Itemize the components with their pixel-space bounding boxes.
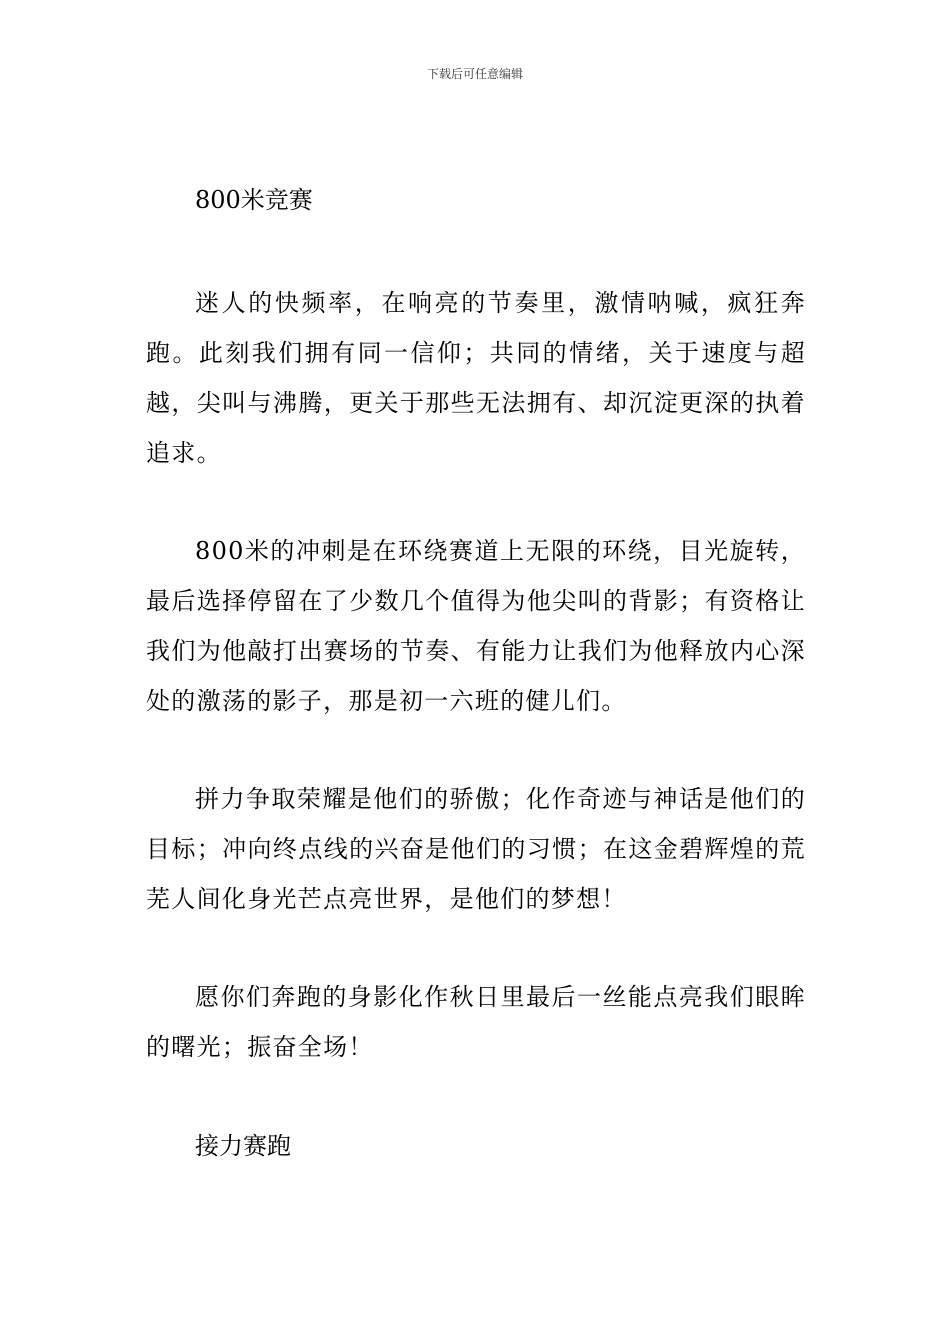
paragraph-3: 拼力争取荣耀是他们的骄傲；化作奇迹与神话是他们的目标；冲向终点线的兴奋是他们的习惯；在这金碧辉煌的荒芜人间化身光芒点亮世界，是他们的梦想！ [146,785,806,913]
section-heading-800m: 800米竞赛 [195,186,313,214]
section-heading-relay: 接力赛跑 [195,1132,291,1160]
paragraph-4: 愿你们奔跑的身影化作秋日里最后一丝能点亮我们眼眸的曙光；振奋全场！ [146,983,806,1061]
spacer [146,924,806,972]
paragraph-1: 迷人的快频率，在响亮的节奏里，激情呐喊，疯狂奔跑。此刻我们拥有同一信仰；共同的情绪，关于速度与超越，尖叫与沸腾，更关于那些无法拥有、却沉淀更深的执着追求。 [146,289,806,467]
spacer [146,1072,806,1124]
header-note: 下载后可任意编辑 [426,67,523,81]
spacer [146,222,806,278]
spacer [146,726,806,774]
document-body [146,178,806,1168]
spacer [146,478,806,526]
paragraph-2: 800米的冲刺是在环绕赛道上无限的环绕，目光旋转，最后选择停留在了少数几个值得为他尖叫的背影；有资格让我们为他敲打出赛场的节奏、有能力让我们为他释放内心深处的激荡的影子，那是初一六班的健儿们。 [146,537,806,715]
